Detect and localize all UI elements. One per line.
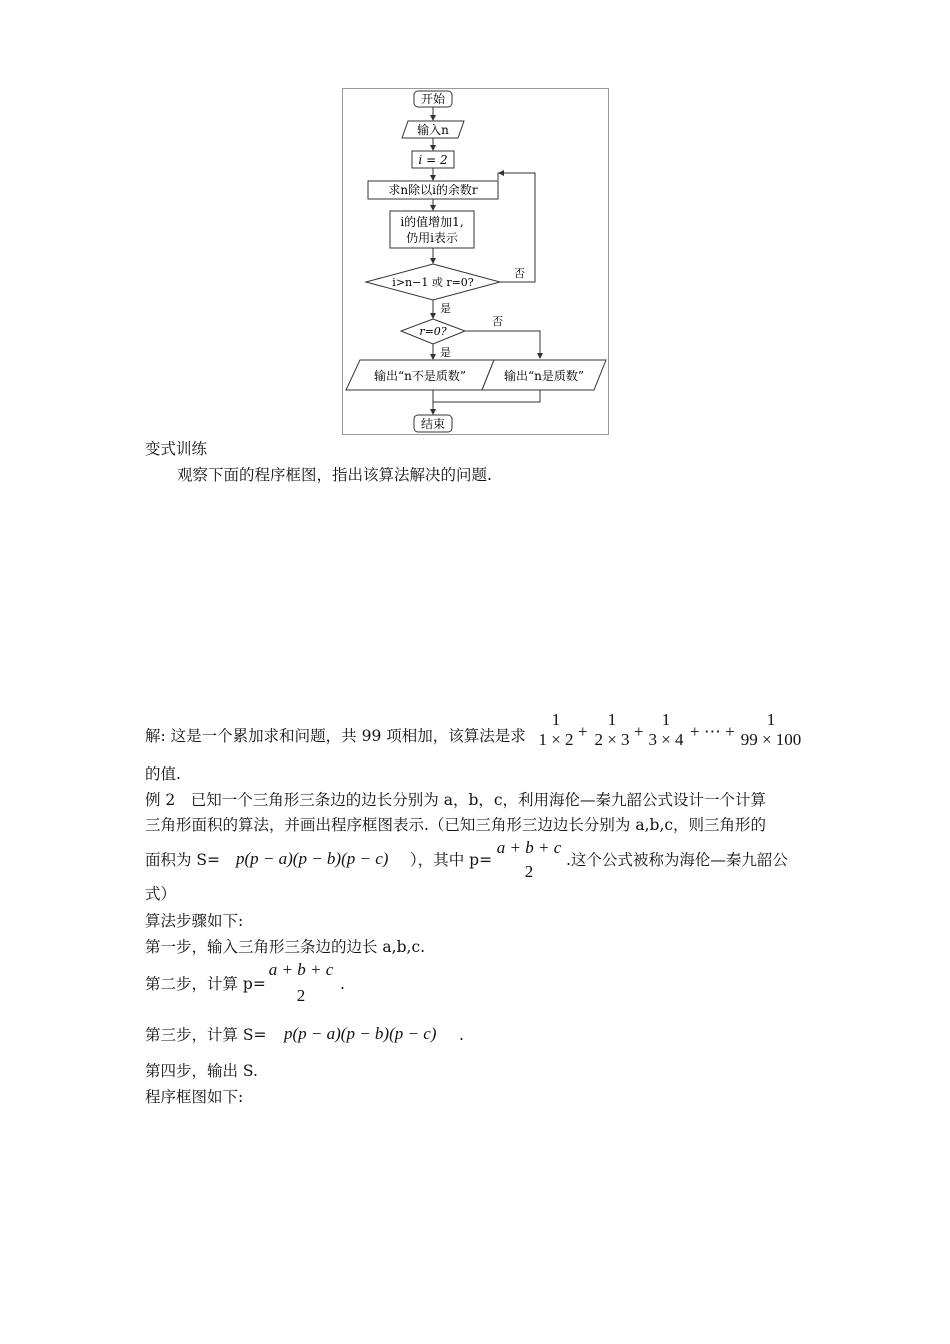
step1: 第一步，输入三角形三条边的边长 a,b,c. [145,938,426,956]
example2-p-fraction [496,838,562,882]
step3-prefix: 第三步，计算 S= [145,1026,267,1044]
plus-2: + [634,722,644,741]
step4: 第四步，输出 S. [145,1062,258,1080]
example2-area-prefix: 面积为 S= [145,851,221,869]
fraction-2-num: 1 [607,710,617,729]
cond1-no-label: 否 [514,267,525,280]
fraction-1 [538,710,574,750]
fraction-1-num: 1 [551,710,561,729]
output-prime-label: 输出“n是质数” [504,369,584,383]
solution-prefix: 解: 这是一个累加求和问题，共 99 项相加，该算法是求 [145,727,526,745]
cond2-no-label: 否 [492,315,503,328]
example2-p-den: 2 [524,862,534,881]
fraction-4-den: 99 × 100 [740,730,802,749]
step2-den: 2 [296,986,306,1005]
fraction-3 [648,710,684,750]
step2-num: a + b + c [268,960,334,979]
remainder-label: 求n除以i的余数r [388,183,478,197]
ellipsis-plus: + ⋯ + [690,722,735,741]
step2-suffix: . [340,975,345,993]
flowchart-figure [342,88,610,436]
example2-line2: 三角形面积的算法，并画出程序框图表示.（已知三角形三边边长分别为 a,b,c，则三角形的 [145,816,767,834]
cond1-label: i>n−1 或 r=0? [392,276,474,289]
variant-question: 观察下面的程序框图，指出该算法解决的问题. [177,466,492,484]
example2-line4: 式） [145,885,177,903]
input-label: 输入n [417,123,449,137]
variant-heading: 变式训练 [145,440,208,458]
fraction-3-num: 1 [661,710,671,729]
cond2-label: r=0? [419,325,447,338]
step2-prefix: 第二步，计算 p= [145,975,266,993]
example2-area-mid: ），其中 p= [410,851,493,869]
solution-suffix: 的值. [145,765,181,783]
plus-1: + [578,722,588,741]
output-not-prime-label: 输出“n不是质数” [374,369,466,383]
example2-p-num: a + b + c [496,838,562,857]
fraction-2 [594,710,630,750]
fraction-1-den: 1 × 2 [538,730,574,749]
cond1-yes-label: 是 [440,302,451,315]
steps-heading: 算法步骤如下: [145,912,244,930]
fraction-4 [738,710,804,750]
end-label: 结束 [420,417,446,431]
example2-area-formula: p(p − a)(p − b)(p − c) [236,849,389,868]
step3-formula: p(p − a)(p − b)(p − c) [284,1024,437,1043]
fraction-4-num: 1 [766,710,776,729]
cond2-yes-label: 是 [440,346,451,359]
fraction-2-den: 2 × 3 [594,730,630,749]
fraction-3-den: 3 × 4 [648,730,684,749]
increment-label-1: i的值增加1, [400,215,464,229]
increment-label-2: 仍用i表示 [406,231,458,245]
init-label: i = 2 [418,153,448,167]
start-label: 开始 [420,92,446,106]
step3-suffix: . [459,1026,464,1044]
example2-area-suffix: .这个公式被称为海伦—秦九韶公 [566,851,788,869]
step2-fraction [268,960,334,1006]
flowchart-intro: 程序框图如下: [145,1088,244,1106]
example2-line1: 例 2 已知一个三角形三条边的边长分别为 a，b，c，利用海伦—秦九韶公式设计一个计算 [145,791,767,809]
